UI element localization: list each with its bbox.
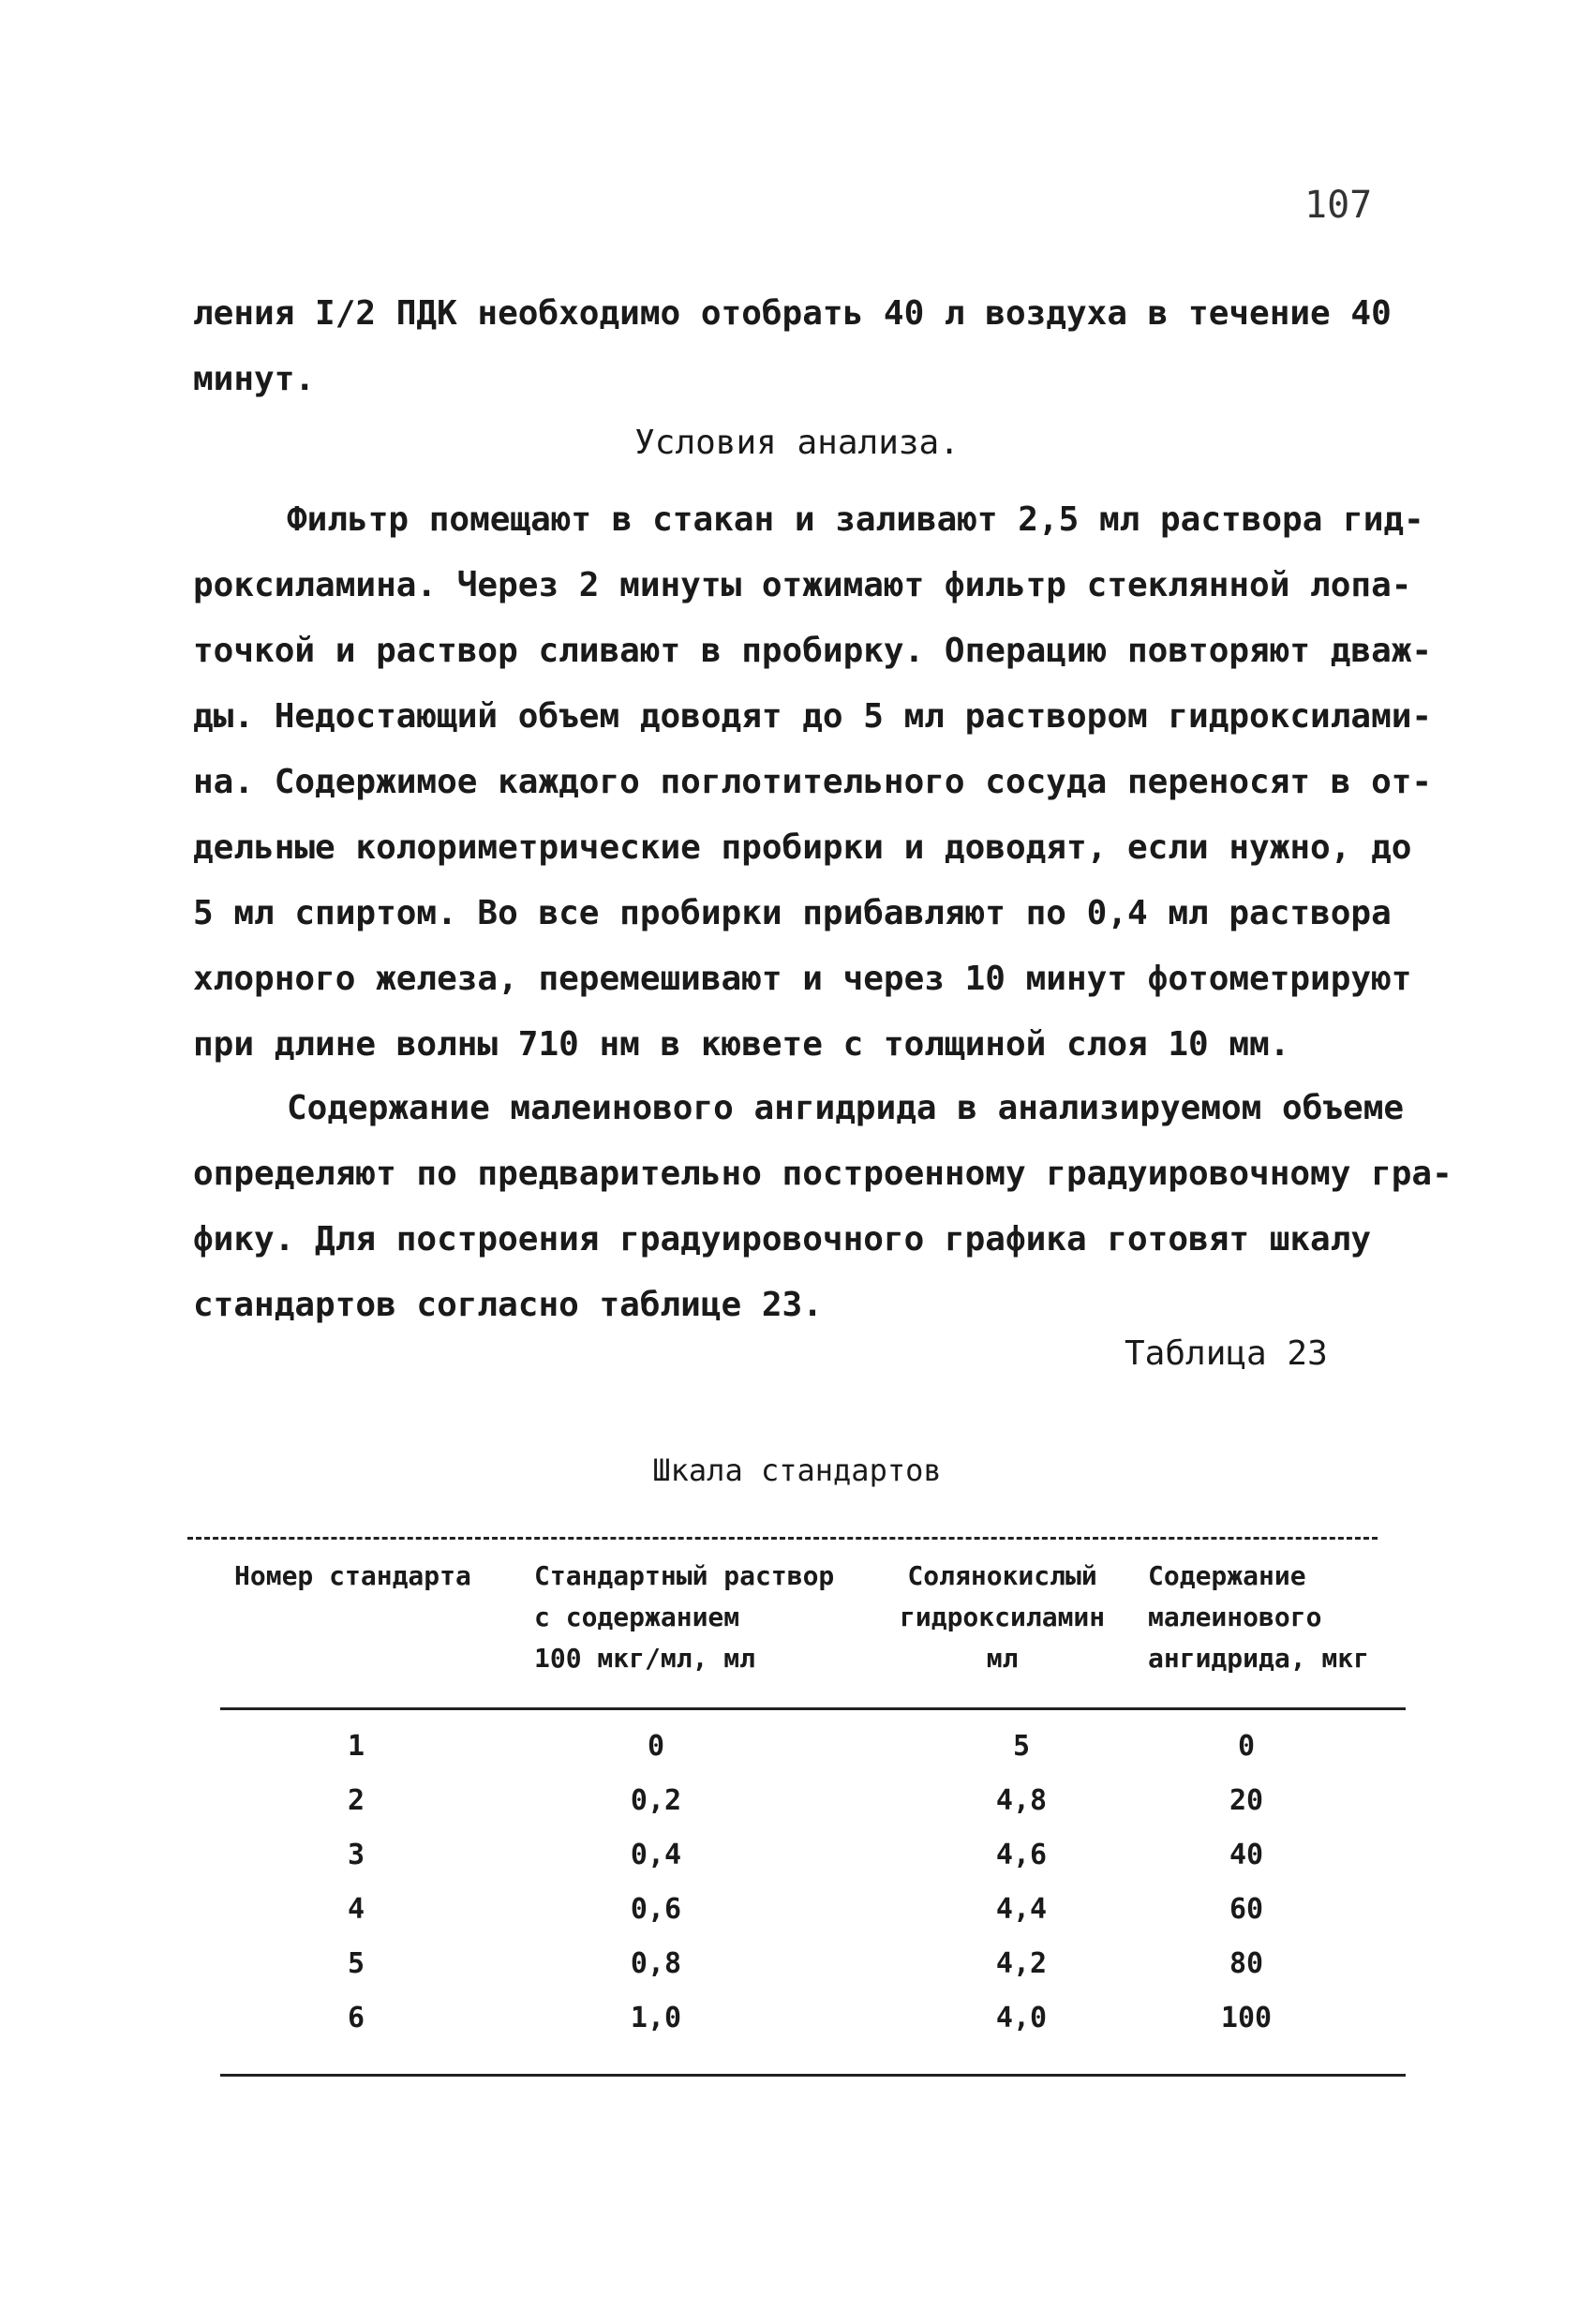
text-line: Содержание малеинового ангидрида в анализируемом объеме <box>287 1089 1405 1127</box>
table-cell: 5 <box>347 1947 365 1980</box>
table-title: Шкала стандартов <box>652 1452 942 1488</box>
table-cell: 4,6 <box>995 1839 1048 1871</box>
table-header-rule <box>220 1707 1406 1710</box>
text-line: хлорного железа, перемешивают и через 10 минут фотометрируют <box>193 960 1412 998</box>
text-line: точкой и раствор сливают в пробирку. Операцию повторяют дваж- <box>193 632 1433 670</box>
table-cell: 1,0 <box>630 2002 682 2034</box>
header-line: ангидрида, мкг <box>1148 1643 1370 1674</box>
table-cell: 0 <box>1237 1730 1256 1763</box>
calibration-paragraph <box>193 1076 1452 1338</box>
table-cell: 0,4 <box>630 1839 682 1871</box>
table-cell: 5 <box>1012 1730 1031 1763</box>
text-line: минут. <box>193 360 316 398</box>
section-heading: Условия анализа. <box>634 424 960 462</box>
text-line: роксиламина. Через 2 минуты отжимают фильтр стеклянной лопа- <box>193 566 1412 604</box>
header-line: мл <box>986 1643 1019 1674</box>
table-cell: 4,4 <box>995 1893 1048 1926</box>
table-cell: 4,0 <box>995 2002 1048 2034</box>
header-line: гидроксиламин <box>900 1601 1106 1632</box>
table-cell: 100 <box>1220 2002 1273 2034</box>
table-top-rule <box>187 1537 1378 1540</box>
table-cell: 1 <box>347 1730 365 1763</box>
table-cell: 4,8 <box>995 1784 1048 1817</box>
text-line: Фильтр помещают в стакан и заливают 2,5 мл раствора гид- <box>287 500 1424 539</box>
page-number: 107 <box>1304 184 1373 227</box>
text-line: ды. Недостающий объем доводят до 5 мл раствором гидроксилами- <box>193 697 1433 736</box>
column-header-standard-number <box>234 1556 471 1597</box>
header-line: 100 мкг/мл, мл <box>534 1643 756 1674</box>
table-cell: 3 <box>347 1839 365 1871</box>
table-cell: 2 <box>347 1784 365 1817</box>
header-line: Содержание <box>1148 1560 1306 1591</box>
table-cell: 4,2 <box>995 1947 1048 1980</box>
table-cell: 0 <box>647 1730 665 1763</box>
header-line: с содержанием <box>534 1601 740 1632</box>
text-line: на. Содержимое каждого поглотительного сосуда переносят в от- <box>193 763 1433 801</box>
table-cell: 6 <box>347 2002 365 2034</box>
table-cell: 0,8 <box>630 1947 682 1980</box>
text-line: дельные колориметрические пробирки и доводят, если нужно, до <box>193 828 1412 867</box>
intro-paragraph <box>193 281 1392 412</box>
table-cell: 80 <box>1229 1947 1264 1980</box>
header-line: малеинового <box>1148 1601 1322 1632</box>
table-cell: 4 <box>347 1893 365 1926</box>
column-header-standard-solution <box>534 1556 834 1679</box>
table-cell: 40 <box>1229 1839 1264 1871</box>
text-line: фику. Для построения градуировочного графика готовят шкалу <box>193 1220 1372 1259</box>
table-cell: 0,6 <box>630 1893 682 1926</box>
table-cell: 0,2 <box>630 1784 682 1817</box>
text-line: 5 мл спиртом. Во все пробирки прибавляют по 0,4 мл раствора <box>193 894 1392 932</box>
table-cell: 20 <box>1229 1784 1264 1817</box>
header-line: Солянокислый <box>907 1560 1097 1591</box>
text-line: при длине волны 710 нм в кювете с толщиной слоя 10 мм. <box>193 1025 1290 1064</box>
header-line: Стандартный раствор <box>534 1560 835 1591</box>
header-line: Номер стандарта <box>234 1560 471 1591</box>
text-line: определяют по предварительно построенному градуировочному гра- <box>193 1155 1452 1193</box>
text-line: ления I/2 ПДК необходимо отобрать 40 л воздуха в течение 40 <box>193 294 1392 333</box>
text-line: стандартов согласно таблице 23. <box>193 1286 823 1324</box>
table-cell: 60 <box>1229 1893 1264 1926</box>
table-bottom-rule <box>220 2074 1406 2077</box>
column-header-anhydride-content <box>1148 1556 1369 1679</box>
column-header-hydroxylamine <box>900 1556 1105 1679</box>
analysis-paragraph <box>193 487 1433 1078</box>
table-label: Таблица 23 <box>1125 1334 1328 1373</box>
